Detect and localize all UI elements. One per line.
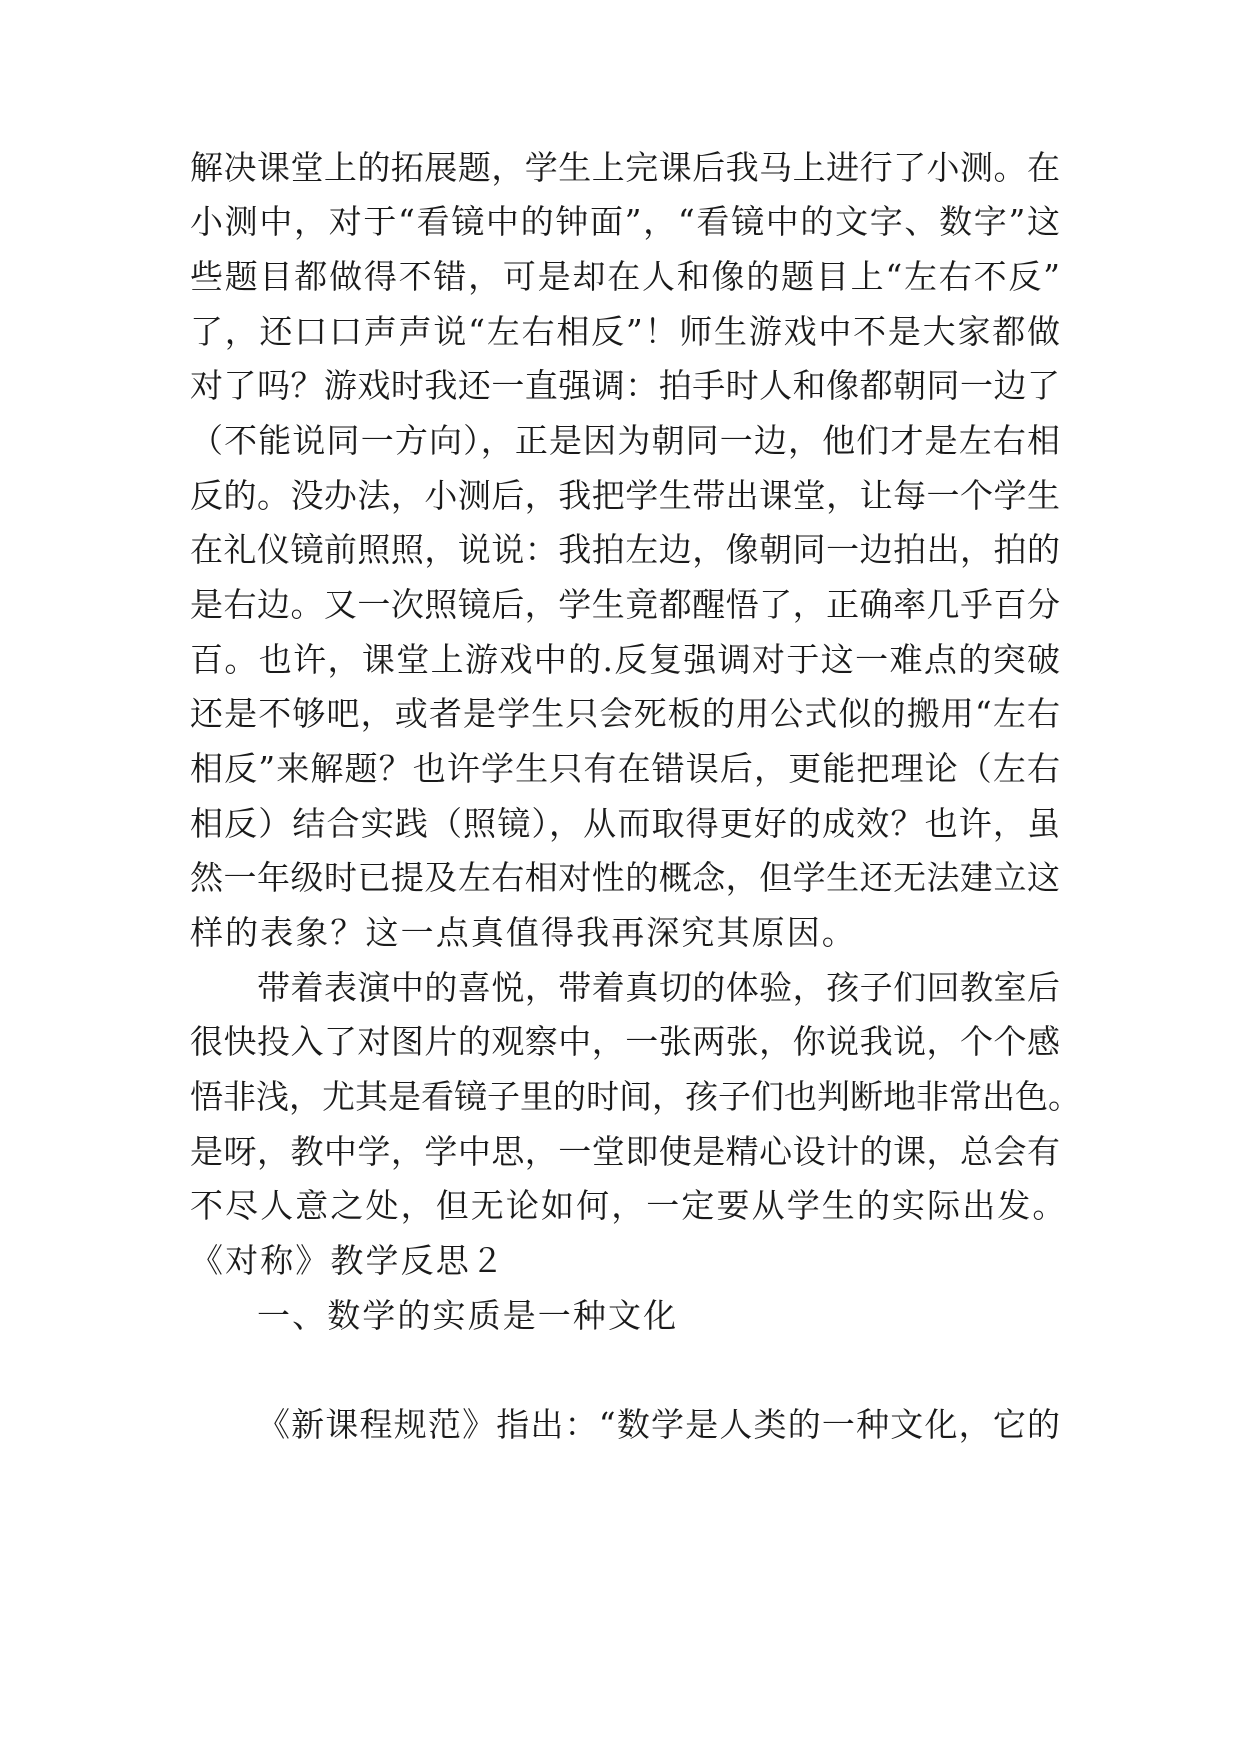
paragraph-first-line: 带着表演中的喜悦，带着真切的体验，孩子们回教室后 xyxy=(257,968,1060,1007)
paragraph-line: 反的。没办法，小测后，我把学生带出课堂，让每一个学生 xyxy=(190,476,1060,515)
paragraph-line: 样的表象？这一点真值得我再深究其原因。 xyxy=(190,913,857,952)
paragraph-line: 对了吗？游戏时我还一直强调：拍手时人和像都朝同一边了 xyxy=(190,366,1060,405)
paragraph-line: 些题目都做得不错，可是却在人和像的题目上“左右不反” xyxy=(190,257,1060,296)
paragraph-line: 百。也许，课堂上游戏中的.反复强调对于这一难点的突破 xyxy=(190,640,1060,679)
paragraph-line: 很快投入了对图片的观察中，一张两张，你说我说，个个感 xyxy=(190,1022,1060,1061)
paragraph-line: 在礼仪镜前照照，说说：我拍左边，像朝同一边拍出，拍的 xyxy=(190,530,1060,569)
paragraph-line: 解决课堂上的拓展题，学生上完课后我马上进行了小测。在 xyxy=(190,148,1060,187)
paragraph-line: 然一年级时已提及左右相对性的概念，但学生还无法建立这 xyxy=(190,858,1060,897)
paragraph-line: 了，还口口声声说“左右相反”！师生游戏中不是大家都做 xyxy=(190,312,1060,351)
subheading: 一、数学的实质是一种文化 xyxy=(257,1296,679,1335)
paragraph-line: 相反”来解题？也许学生只有在错误后，更能把理论（左右 xyxy=(190,749,1060,788)
paragraph-line: 是右边。又一次照镜后，学生竟都醒悟了，正确率几乎百分 xyxy=(190,585,1060,624)
section-title: 《对称》教学反思２ xyxy=(190,1241,506,1280)
paragraph-line: 是呀，教中学，学中思，一堂即使是精心设计的课，总会有 xyxy=(190,1132,1060,1171)
paragraph-line: 还是不够吧，或者是学生只会死板的用公式似的搬用“左右 xyxy=(190,694,1060,733)
paragraph-line: 悟非浅，尤其是看镜子里的时间，孩子们也判断地非常出色。 xyxy=(190,1077,1081,1116)
paragraph-line: （不能说同一方向），正是因为朝同一边，他们才是左右相 xyxy=(190,421,1060,460)
paragraph-first-line: 《新课程规范》指出：“数学是人类的一种文化，它的 xyxy=(257,1405,1060,1444)
paragraph-line: 小测中，对于“看镜中的钟面”，“看镜中的文字、数字”这 xyxy=(190,202,1060,241)
paragraph-line: 不尽人意之处，但无论如何，一定要从学生的实际出发。 xyxy=(190,1186,1068,1225)
paragraph-line: 相反）结合实践（照镜），从而取得更好的成效？也许，虽 xyxy=(190,804,1060,843)
